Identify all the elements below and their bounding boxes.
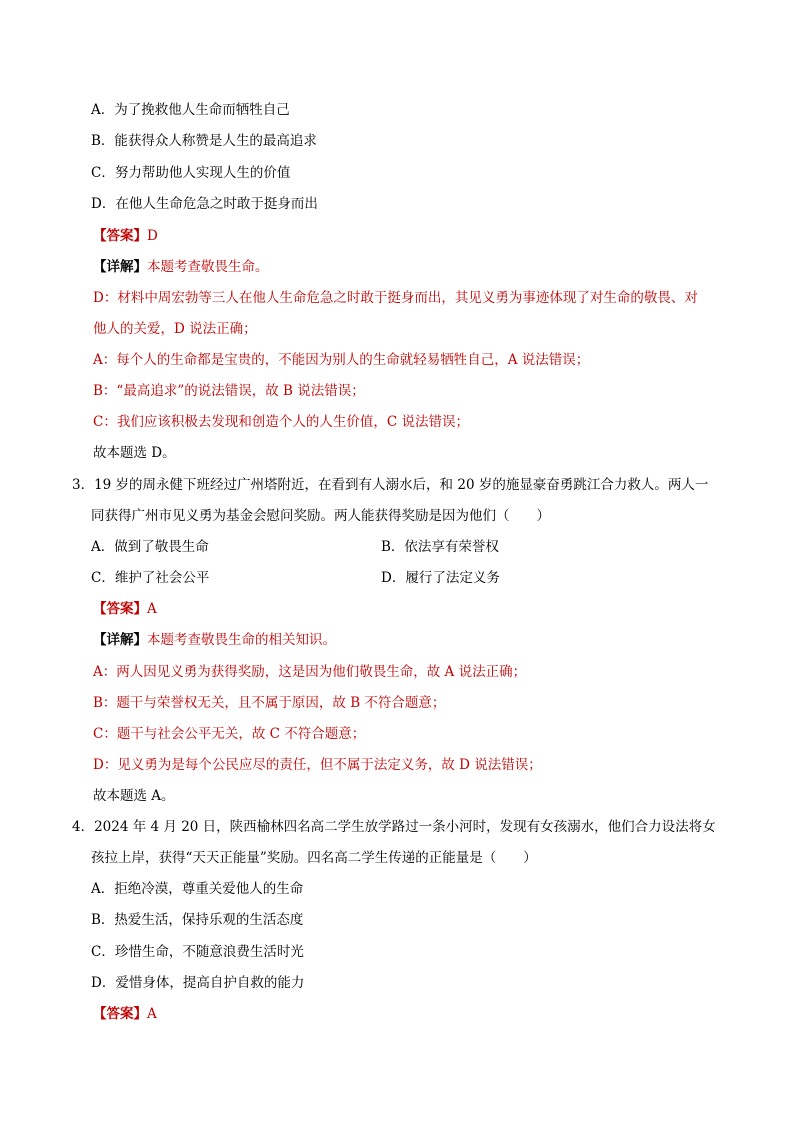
- q2-detail-line: B：“最高追求”的说法错误，故 B 说法错误；: [93, 383, 365, 399]
- q3-option-d: D．履行了法定义务: [381, 570, 500, 586]
- q3-detail-line: A：两人因见义勇为获得奖励，这是因为他们敬畏生命，故 A 说法正确；: [93, 664, 527, 680]
- q2-option-d: D．在他人生命危急之时敢于挺身而出: [91, 196, 318, 212]
- q4-option-a: A．拒绝冷漠，尊重关爱他人的生命: [91, 881, 304, 897]
- q3-answer: [93, 599, 157, 619]
- q3-detail-line: B：题干与荣誉权无关，且不属于原因，故 B 不符合题意；: [93, 695, 446, 711]
- q4-stem-line-1: 4．2024 年 4 月 20 日，陕西榆林四名高二学生放学路过一条小河时，发现有女孩溺水，他们合力设法将女: [72, 819, 716, 835]
- q2-option-b: B．能获得众人称赞是人生的最高追求: [91, 133, 317, 149]
- q3-detail-heading: [93, 630, 336, 650]
- answer-tag: 【答案】: [93, 228, 147, 244]
- q4-option-c: C．珍惜生命，不随意浪费生活时光: [91, 944, 304, 960]
- q4-stem-line-2: 孩拉上岸，获得“天天正能量”奖励。四名高二学生传递的正能量是（ ）: [91, 850, 537, 866]
- q3-conclusion: 故本题选 A。: [93, 788, 175, 804]
- q2-answer: [93, 226, 158, 246]
- q2-conclusion: 故本题选 D。: [93, 445, 176, 461]
- answer-value: D: [147, 228, 158, 244]
- answer-value: A: [147, 601, 157, 617]
- detail-tag: 【详解】: [93, 259, 147, 275]
- answer-value: A: [147, 1006, 157, 1022]
- q2-option-a: A．为了挽救他人生命而牺牲自己: [91, 102, 290, 118]
- answer-tag: 【答案】: [93, 1006, 147, 1022]
- q3-option-a: A．做到了敬畏生命: [91, 539, 209, 555]
- detail-intro: 本题考查敬畏生命。: [147, 259, 269, 275]
- q3-option-b: B．依法享有荣誉权: [381, 539, 499, 555]
- q3-stem-line-2: 同获得广州市见义勇为基金会慰问奖励。两人能获得奖励是因为他们（ ）: [91, 508, 550, 524]
- q2-detail-heading: [93, 257, 269, 277]
- detail-intro: 本题考查敬畏生命的相关知识。: [147, 632, 336, 648]
- q2-detail-line: 他人的关爱，D 说法正确；: [93, 321, 257, 337]
- q4-option-d: D．爱惜身体，提高自护自救的能力: [91, 975, 305, 991]
- q2-detail-line: D：材料中周宏勃等三人在他人生命危急之时敢于挺身而出，其见义勇为事迹体现了对生命的敬畏、对: [93, 290, 698, 306]
- q4-option-b: B．热爱生活，保持乐观的生活态度: [91, 912, 304, 928]
- detail-tag: 【详解】: [93, 632, 147, 648]
- q3-detail-line: D：见义勇为是每个公民应尽的责任，但不属于法定义务，故 D 说法错误；: [93, 757, 542, 773]
- answer-tag: 【答案】: [93, 601, 147, 617]
- q2-detail-line: C：我们应该积极去发现和创造个人的人生价值，C 说法错误；: [93, 414, 469, 430]
- q3-detail-line: C：题干与社会公平无关，故 C 不符合题意；: [93, 726, 366, 742]
- q3-option-c: C．维护了社会公平: [91, 570, 210, 586]
- q2-detail-line: A：每个人的生命都是宝贵的，不能因为别人的生命就轻易牺牲自己，A 说法错误；: [93, 352, 590, 368]
- q4-answer: [93, 1004, 157, 1024]
- q2-option-c: C．努力帮助他人实现人生的价值: [91, 165, 291, 181]
- q3-stem-line-1: 3．19 岁的周永健下班经过广州塔附近，在看到有人溺水后，和 20 岁的施显豪奋勇跳江合力救人。两人一: [72, 477, 709, 493]
